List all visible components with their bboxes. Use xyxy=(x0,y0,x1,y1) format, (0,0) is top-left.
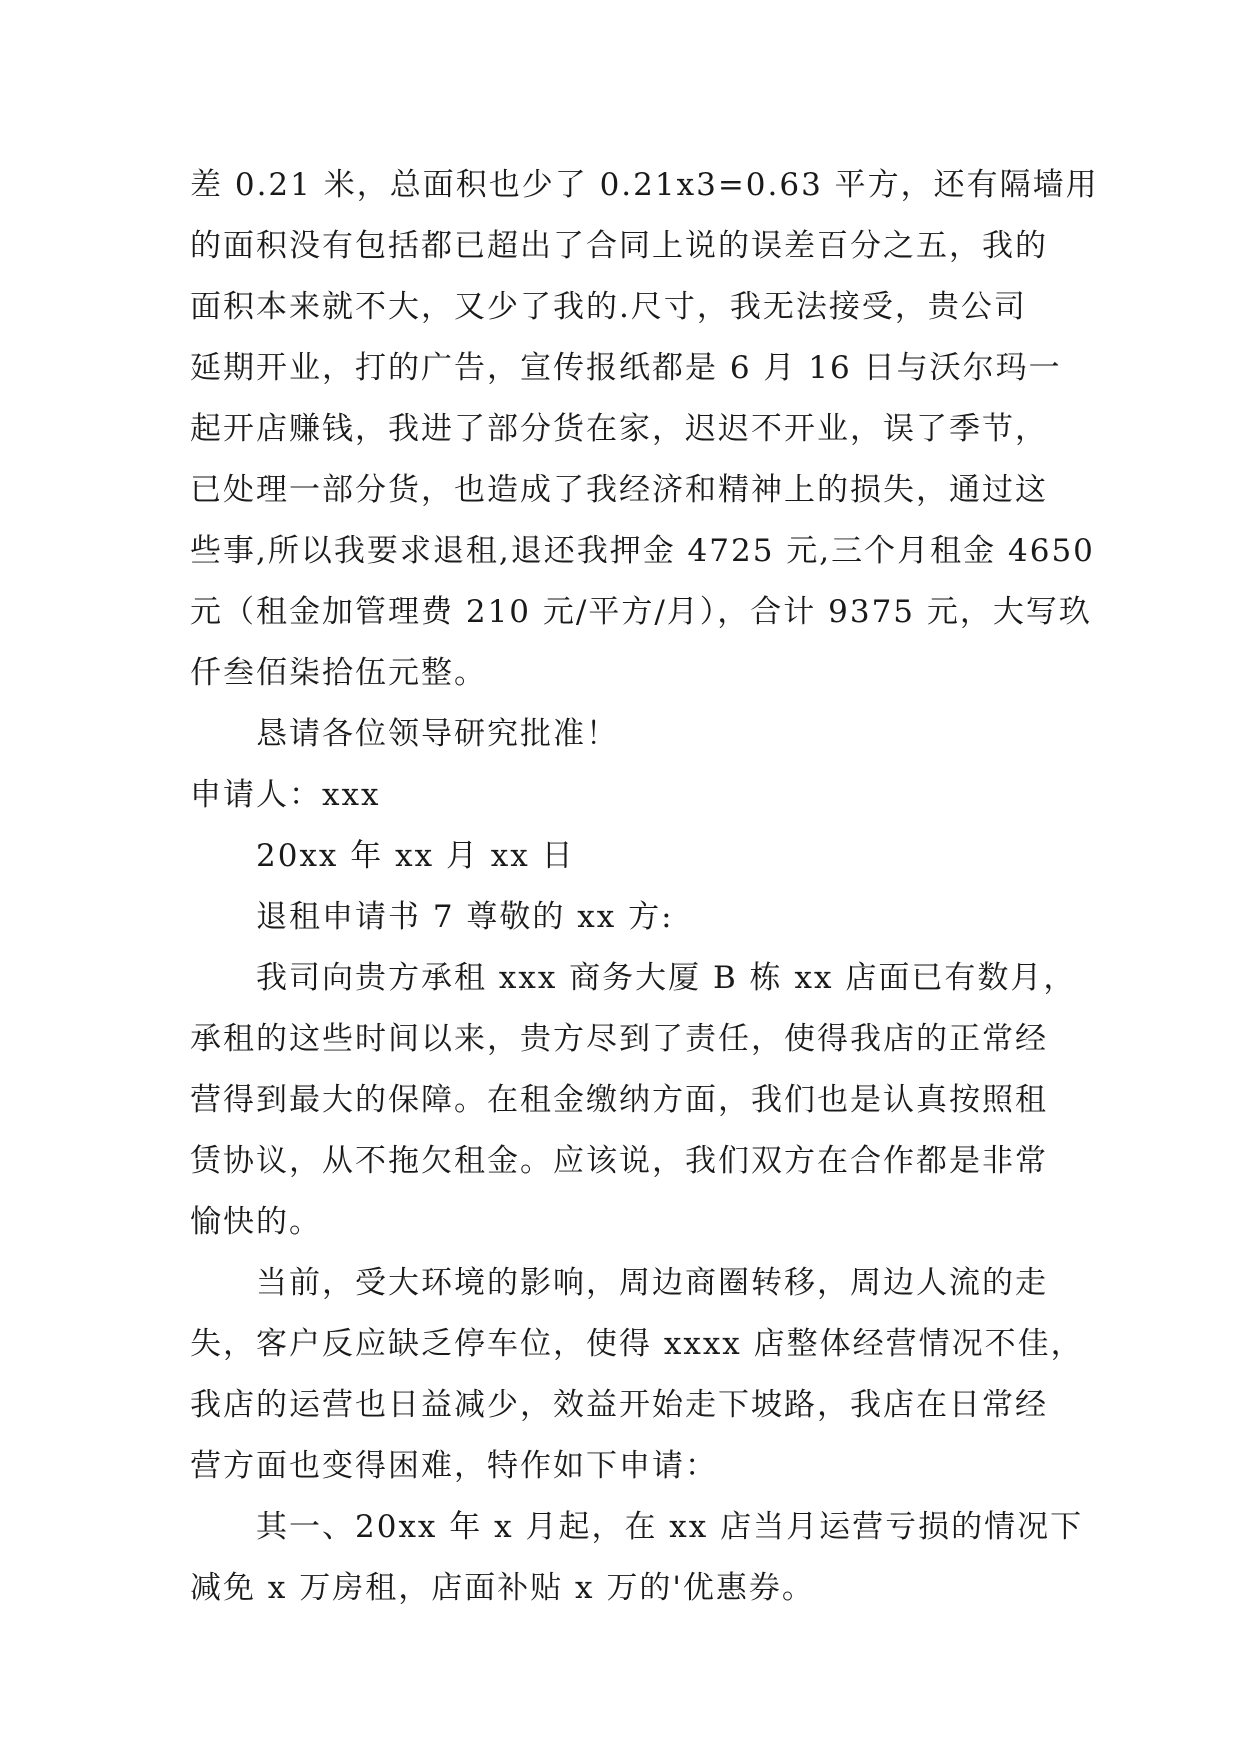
text-line: 赁协议，从不拖欠租金。应该说，我们双方在合作都是非常 xyxy=(190,1143,1048,1179)
text-line: 退租申请书 7 尊敬的 xx 方: xyxy=(256,899,674,935)
text-line: 些事,所以我要求退租,退还我押金 4725 元,三个月租金 4650 xyxy=(190,533,1095,569)
text-line: 减免 x 万房租，店面补贴 x 万的'优惠券。 xyxy=(190,1570,815,1606)
text-line: 营方面也变得困难，特作如下申请： xyxy=(190,1448,718,1484)
text-line: 承租的这些时间以来，贵方尽到了责任，使得我店的正常经 xyxy=(190,1021,1048,1057)
text-line: 申请人：xxx xyxy=(190,777,381,813)
text-line: 失，客户反应缺乏停车位，使得 xxxx 店整体经营情况不佳， xyxy=(190,1326,1084,1362)
text-line: 起开店赚钱，我进了部分货在家，迟迟不开业，误了季节， xyxy=(190,411,1048,447)
text-line: 当前，受大环境的影响，周边商圈转移，周边人流的走 xyxy=(256,1265,1048,1301)
text-line: 我司向贵方承租 xxx 商务大厦 B 栋 xx 店面已有数月， xyxy=(256,960,1077,996)
text-line: 营得到最大的保障。在租金缴纳方面，我们也是认真按照租 xyxy=(190,1082,1048,1118)
text-line: 差 0.21 米，总面积也少了 0.21x3=0.63 平方，还有隔墙用 xyxy=(190,167,1099,203)
text-line: 仟叁佰柒拾伍元整。 xyxy=(190,655,487,691)
text-line: 恳请各位领导研究批准！ xyxy=(256,716,619,752)
text-line: 愉快的。 xyxy=(190,1204,322,1240)
text-line: 其一、20xx 年 x 月起，在 xx 店当月运营亏损的情况下 xyxy=(256,1509,1084,1545)
document-body xyxy=(190,155,1099,1619)
text-line: 20xx 年 xx 月 xx 日 xyxy=(256,838,575,874)
text-line: 元（租金加管理费 210 元/平方/月），合计 9375 元，大写玖 xyxy=(190,594,1092,630)
text-line: 我店的运营也日益减少，效益开始走下坡路，我店在日常经 xyxy=(190,1387,1048,1423)
text-line: 延期开业，打的广告，宣传报纸都是 6 月 16 日与沃尔玛一 xyxy=(190,350,1062,386)
text-line: 面积本来就不大，又少了我的.尺寸，我无法接受，贵公司 xyxy=(190,289,1027,325)
text-line: 的面积没有包括都已超出了合同上说的误差百分之五，我的 xyxy=(190,228,1048,264)
text-line: 已处理一部分货，也造成了我经济和精神上的损失，通过这 xyxy=(190,472,1048,508)
